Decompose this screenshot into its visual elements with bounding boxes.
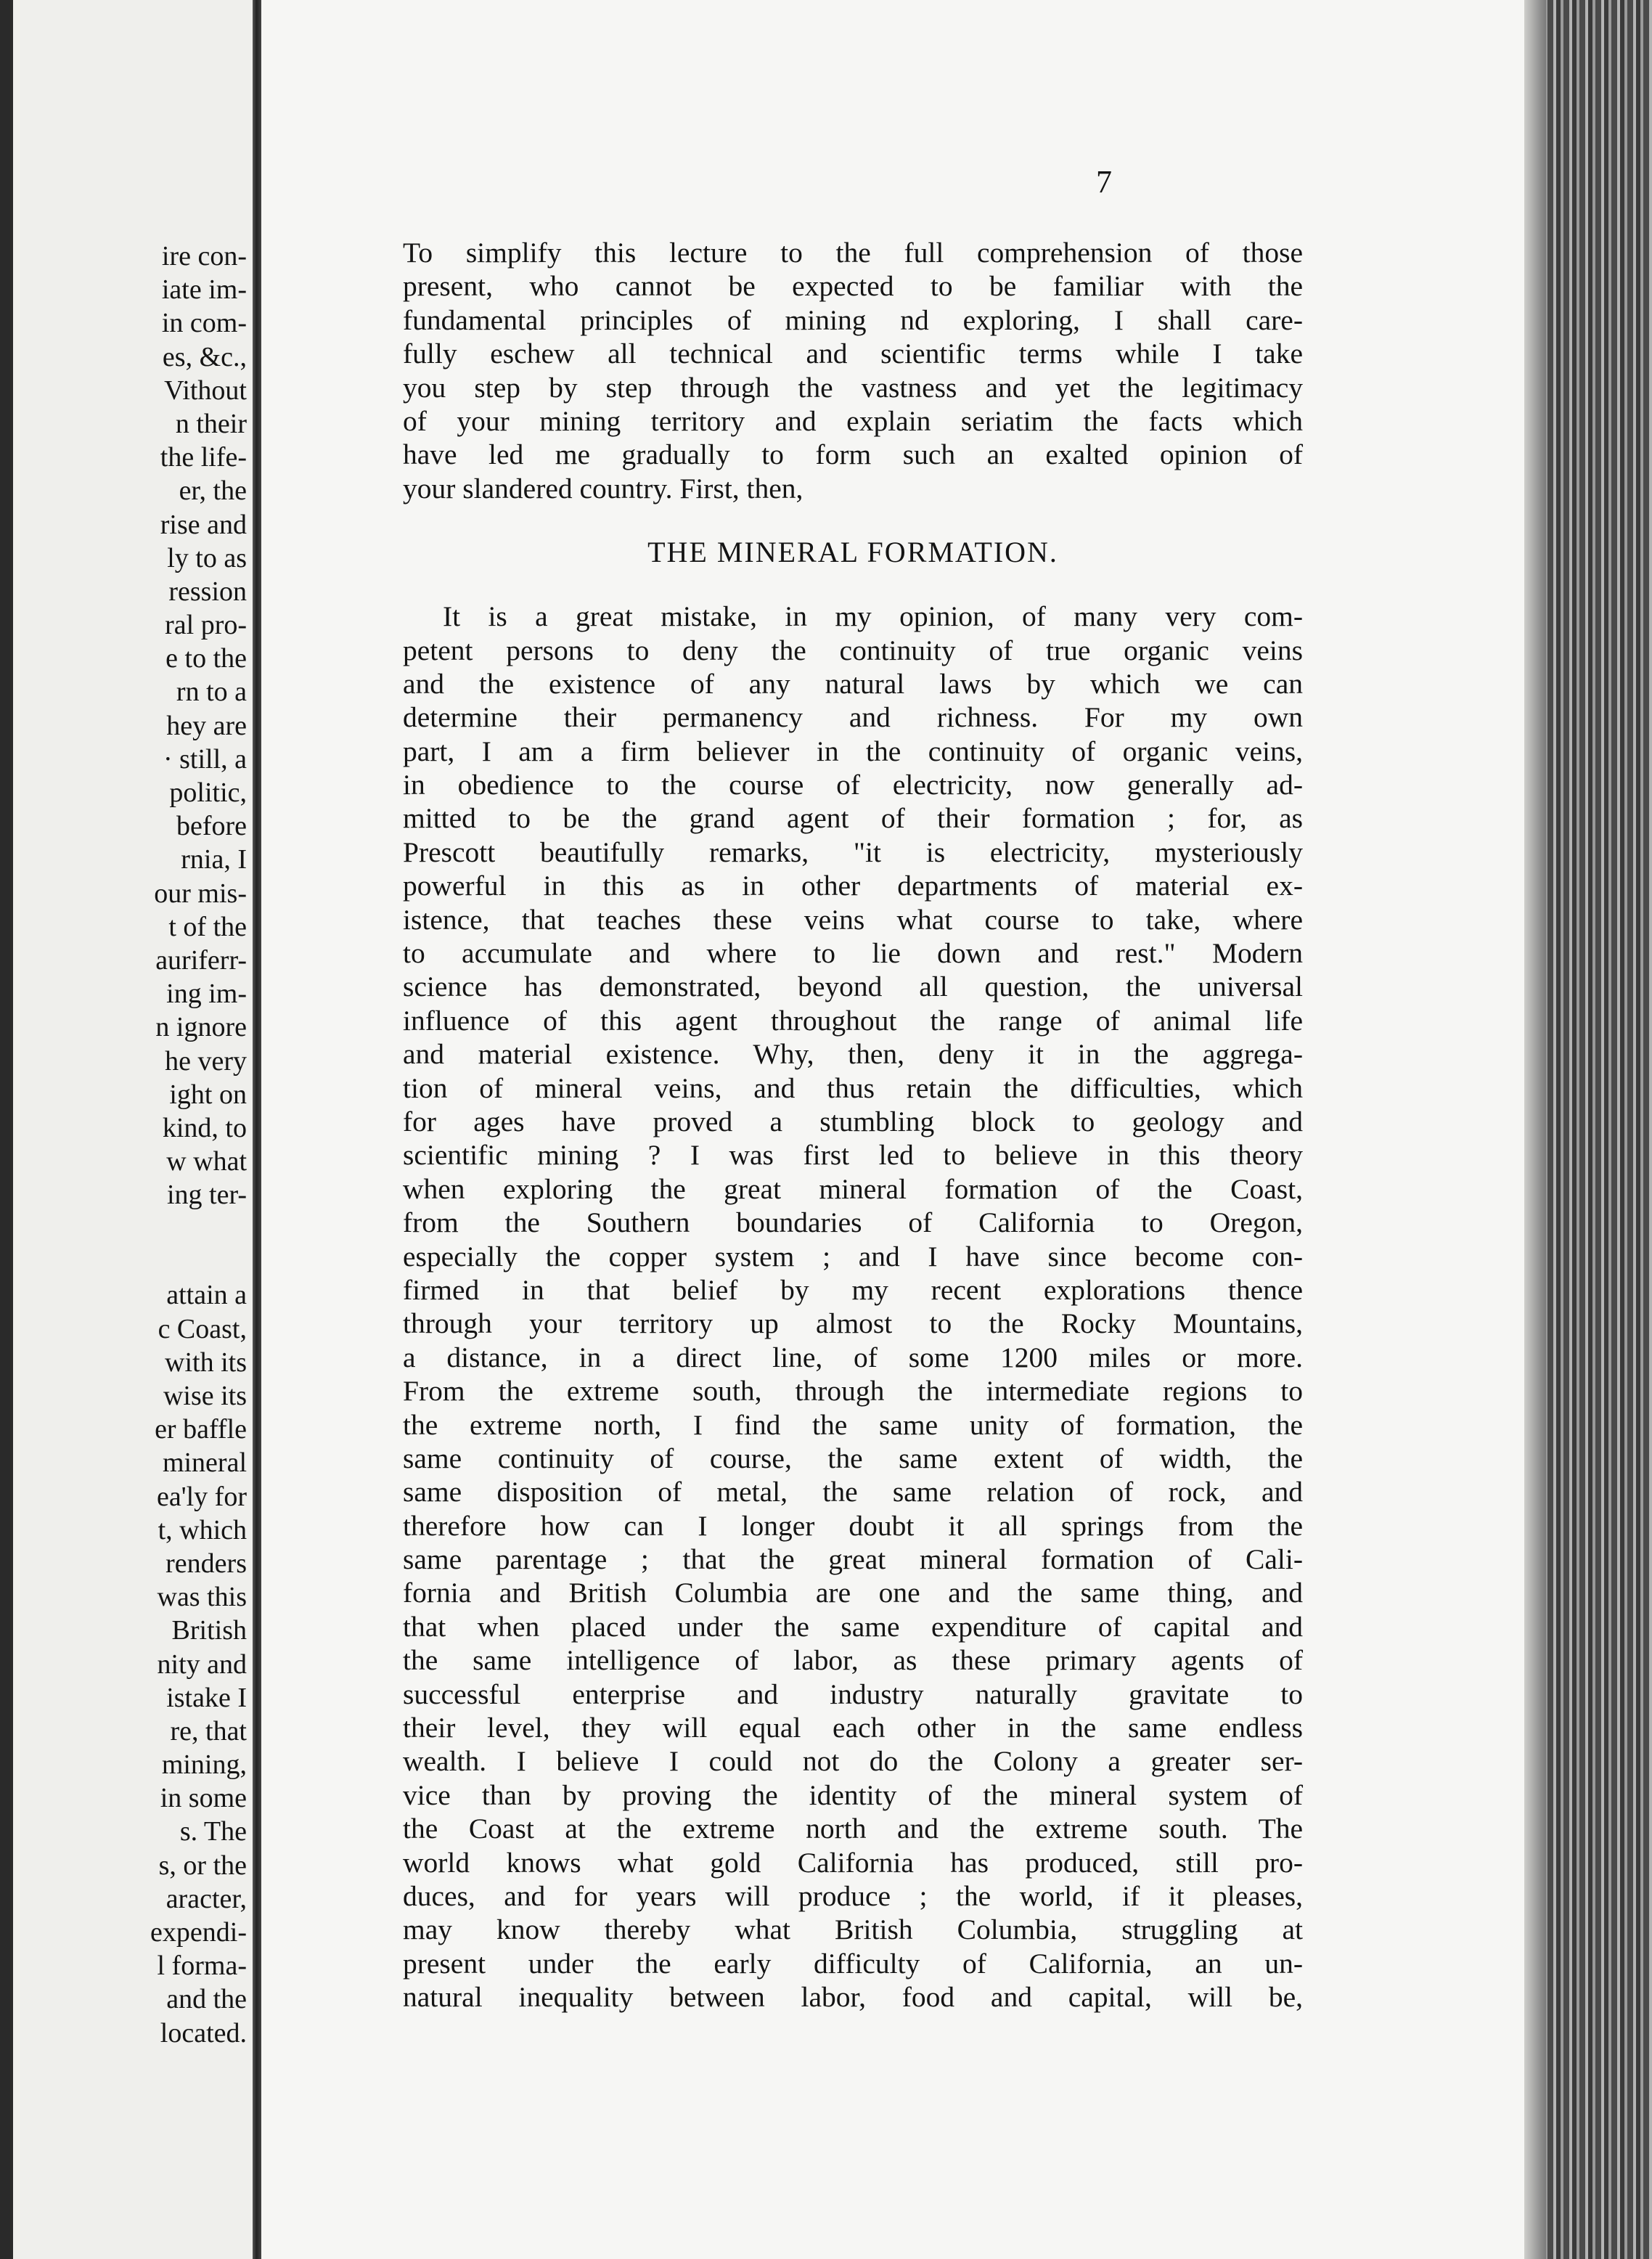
text-line: vice than by proving the identity of the mineral system of	[403, 1778, 1303, 1811]
facing-text-line: British	[171, 1615, 247, 1646]
text-line: powerful in this as in other departments of material ex-	[403, 870, 1303, 902]
facing-text-line: s. The	[179, 1816, 247, 1847]
text-line: have led me gradually to form such an exalted opinion of	[403, 438, 1303, 471]
text-line: mitted to be the grand agent of their formation ; for, as	[403, 802, 1303, 835]
page-text	[403, 236, 1303, 2014]
facing-text-line: · still, a	[163, 743, 247, 775]
facing-text-line: Vithout	[164, 375, 247, 406]
text-line: present under the early difficulty of California, an un-	[403, 1947, 1303, 1980]
text-line: and material existence. Why, then, deny it in the aggrega-	[403, 1038, 1303, 1071]
facing-text-line: renders	[165, 1548, 247, 1579]
text-line: their level, they will equal each other in the same endless	[403, 1712, 1303, 1744]
facing-text-line: ing ter-	[166, 1180, 247, 1211]
facing-text-line: e to the	[165, 643, 247, 674]
facing-text-line: w what	[166, 1146, 247, 1177]
facing-text-line: he very	[165, 1045, 247, 1077]
body-paragraph	[403, 600, 1303, 2014]
text-line: a distance, in a direct line, of some 1200 miles or more.	[403, 1341, 1303, 1373]
intro-paragraph	[403, 236, 1303, 505]
facing-text-line: and the	[166, 1984, 247, 2015]
facing-text-line: attain a	[166, 1280, 247, 1311]
text-line: successful enterprise and industry naturally gravitate to	[403, 1678, 1303, 1710]
text-line: wealth. I believe I could not do the Colony a greater ser-	[403, 1745, 1303, 1778]
text-line: that when placed under the same expenditure of capital and	[403, 1610, 1303, 1643]
text-line: world knows what gold California has produced, still pro-	[403, 1846, 1303, 1879]
facing-text-line: before	[176, 811, 247, 842]
page-edge-shadow	[1524, 0, 1546, 2259]
facing-text-line: auriferr-	[155, 944, 247, 976]
facing-text-line: wise its	[163, 1381, 247, 1411]
facing-text-line: ire con-	[161, 241, 247, 271]
facing-text-line: ly to as	[167, 542, 247, 573]
section-heading: THE MINERAL FORMATION.	[647, 536, 1058, 569]
text-line: same parentage ; that the great mineral formation of Cali-	[403, 1543, 1303, 1576]
page-number: 7	[1096, 164, 1112, 200]
facing-text-line: er, the	[179, 475, 247, 507]
text-line: influence of this agent throughout the range of animal life	[403, 1004, 1303, 1037]
facing-text-line: our mis-	[154, 878, 247, 909]
facing-text-line: ing im-	[166, 979, 247, 1010]
facing-text-line: aracter,	[165, 1883, 247, 1914]
facing-text-line: iate im-	[161, 274, 247, 306]
text-line: the same intelligence of labor, as these primary agents of	[403, 1644, 1303, 1677]
facing-text-line: ral pro-	[165, 610, 247, 641]
text-line: Prescott beautifully remarks, "it is electricity, mysteriously	[403, 836, 1303, 868]
text-line: same disposition of metal, the same relation of rock, and	[403, 1476, 1303, 1508]
facing-text-line: with its	[165, 1347, 247, 1378]
text-line: for ages have proved a stumbling block to geology and	[403, 1105, 1303, 1137]
facing-text-line: er baffle	[155, 1414, 247, 1445]
text-line: firmed in that belief by my recent explorations thence	[403, 1273, 1303, 1306]
facing-text-line: kind, to	[162, 1112, 247, 1143]
facing-text-line: rise and	[160, 509, 247, 540]
text-line: tion of mineral veins, and thus retain the difficulties, which	[403, 1071, 1303, 1104]
text-line: the Coast at the extreme north and the extreme south. The	[403, 1813, 1303, 1845]
text-line: your slandered country. First, then,	[403, 472, 803, 505]
text-line: to accumulate and where to lie down and rest." Modern	[403, 937, 1303, 970]
text-line: fornia and British Columbia are one and the same thing, and	[403, 1577, 1303, 1609]
text-line: scientific mining ? I was first led to believe in this theory	[403, 1139, 1303, 1172]
facing-page-lines	[13, 240, 247, 2050]
facing-text-line: ression	[168, 576, 247, 607]
facing-text-line: in com-	[161, 308, 247, 339]
facing-text-line: n their	[175, 408, 247, 439]
facing-text-line: t, which	[158, 1514, 247, 1545]
facing-text-line: c Coast,	[158, 1313, 247, 1344]
facing-text-line: was this	[157, 1582, 247, 1613]
text-line: the extreme north, I find the same unity of formation, the	[403, 1408, 1303, 1441]
text-line: From the extreme south, through the intermediate regions to	[403, 1375, 1303, 1408]
text-line: science has demonstrated, beyond all question, the universal	[403, 971, 1303, 1003]
facing-text-line: located.	[160, 2017, 247, 2048]
text-line: and the existence of any natural laws by which we can	[403, 667, 1303, 700]
facing-text-line: rn to a	[176, 677, 247, 708]
text-line: natural inequality between labor, food and capital, will be,	[403, 1981, 1303, 2014]
facing-text-line: l forma-	[157, 1950, 247, 1982]
text-line: of your mining territory and explain seriatim the facts which	[403, 404, 1303, 437]
text-line: in obedience to the course of electricity, now generally ad-	[403, 769, 1303, 801]
facing-text-line: mining,	[161, 1749, 247, 1781]
facing-text-line: nity and	[157, 1649, 247, 1680]
facing-text-line: in some	[160, 1783, 247, 1814]
facing-text-line	[13, 1212, 247, 1278]
facing-text-line: politic,	[169, 777, 247, 808]
text-line: especially the copper system ; and I have since become con-	[403, 1240, 1303, 1273]
text-line: petent persons to deny the continuity of true organic veins	[403, 634, 1303, 666]
facing-text-line: t of the	[168, 911, 247, 942]
facing-text-line: the life-	[160, 442, 247, 473]
facing-text-line: ight on	[169, 1079, 247, 1110]
text-line: from the Southern boundaries of California to Oregon,	[403, 1206, 1303, 1239]
text-line: To simplify this lecture to the full comprehension of those	[403, 237, 1303, 269]
facing-text-line: es, &c.,	[162, 341, 247, 372]
facing-text-line: mineral	[162, 1447, 247, 1479]
text-line: present, who cannot be expected to be familiar with the	[403, 270, 1303, 303]
scan-margin-left	[0, 0, 13, 2259]
text-line: determine their permanency and richness. For my own	[403, 701, 1303, 734]
facing-text-line: hey are	[166, 710, 247, 741]
text-line: istence, that teaches these veins what course to take, where	[403, 903, 1303, 936]
text-line: part, I am a firm believer in the continuity of organic veins,	[403, 735, 1303, 767]
text-line: therefore how can I longer doubt it all springs from the	[403, 1509, 1303, 1542]
facing-page-fragment	[13, 0, 253, 2259]
facing-text-line: istake I	[166, 1682, 247, 1713]
facing-text-line: n ignore	[155, 1012, 247, 1043]
text-line: fundamental principles of mining nd exploring, I shall care-	[403, 303, 1303, 336]
text-line: when exploring the great mineral formation of the Coast,	[403, 1172, 1303, 1205]
text-line: same continuity of course, the same extent of width, the	[403, 1442, 1303, 1474]
text-line: fully eschew all technical and scientific terms while I take	[403, 338, 1303, 370]
text-line: through your territory up almost to the Rocky Mountains,	[403, 1307, 1303, 1340]
facing-text-line: re, that	[170, 1715, 247, 1747]
text-line: It is a great mistake, in my opinion, of many very com-	[443, 600, 1303, 633]
text-line: may know thereby what British Columbia, struggling at	[403, 1913, 1303, 1946]
facing-text-line: rnia, I	[181, 844, 247, 875]
text-line: duces, and for years will produce ; the world, if it pleases,	[403, 1879, 1303, 1912]
facing-text-line: ea'ly for	[157, 1481, 247, 1512]
facing-text-line: s, or the	[158, 1850, 247, 1881]
book-gutter	[253, 0, 261, 2259]
text-line: you step by step through the vastness and yet the legitimacy	[403, 371, 1303, 404]
facing-text-line: expendi-	[150, 1917, 247, 1948]
